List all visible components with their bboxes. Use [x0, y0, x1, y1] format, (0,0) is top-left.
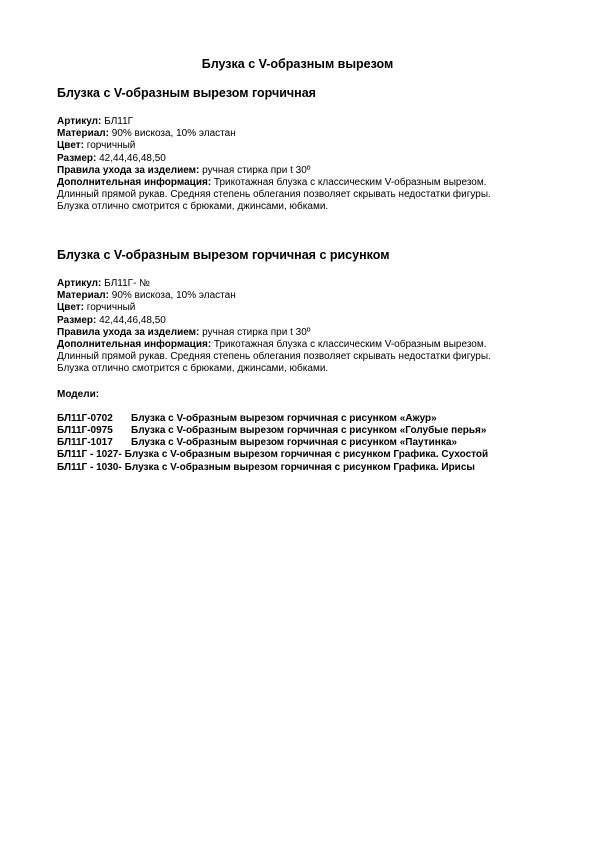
section-title: Блузка с V-образным вырезом горчичная [57, 86, 316, 100]
size-label: Размер: [57, 152, 97, 164]
model-separator: - [118, 461, 122, 473]
models-list [57, 413, 557, 474]
article-value: БЛ11Г- № [101, 278, 150, 289]
model-code: БЛ11Г - 1027 [57, 449, 119, 461]
color-line [57, 140, 557, 152]
model-row [57, 425, 557, 437]
section-title: Блузка с V-образным вырезом горчичная с рисунком [57, 248, 390, 262]
size-label: Размер: [57, 314, 97, 326]
model-row [57, 437, 557, 449]
model-name: Блузка с V-образным вырезом горчичная с рисунком «Ажур» [131, 412, 437, 424]
info-value: Трикотажная блузка с классическим V-образным вырезом. [211, 339, 487, 351]
article-value: БЛ11Г [101, 116, 134, 127]
size-line [57, 153, 557, 165]
color-label: Цвет: [57, 302, 84, 314]
model-code: БЛ11Г-0975 [57, 425, 113, 437]
size-value: 42,44,46,48,50 [96, 314, 166, 326]
product-properties [57, 116, 557, 214]
model-row [57, 462, 557, 474]
model-name: Блузка с V-образным вырезом горчичная с рисунком Графика. Сухостой [124, 449, 489, 461]
model-name: Блузка с V-образным вырезом горчичная с рисунком «Голубые перья» [131, 425, 487, 437]
size-value: 42,44,46,48,50 [96, 152, 166, 164]
models-heading: Модели: [57, 388, 100, 400]
article-label: Артикул: [57, 116, 102, 127]
article-line [57, 278, 557, 290]
info-continuation: Длинный прямой рукав. Средняя степень облегания позволяет скрывать недостатки фигуры. [57, 351, 491, 363]
model-row [57, 449, 557, 461]
color-value: горчичный [83, 302, 136, 314]
material-value: 90% вискоза, 10% эластан [108, 290, 236, 302]
color-line [57, 302, 557, 314]
material-line [57, 128, 557, 140]
document-title: Блузка с V-образным вырезом [201, 57, 394, 71]
info-line [57, 177, 557, 189]
article-label: Артикул: [57, 278, 102, 289]
care-label: Правила ухода за изделием: [57, 164, 200, 176]
model-code: БЛ11Г-1017 [57, 437, 113, 449]
article-line [57, 116, 557, 128]
material-label: Материал: [57, 290, 109, 302]
info-continuation: Блузка отлично смотрится с брюками, джинсами, юбками. [57, 201, 329, 213]
info-continuation: Длинный прямой рукав. Средняя степень облегания позволяет скрывать недостатки фигуры. [57, 189, 491, 201]
model-code: БЛ11Г - 1030 [57, 461, 119, 473]
material-label: Материал: [57, 128, 109, 140]
model-separator: - [118, 449, 122, 461]
care-label: Правила ухода за изделием: [57, 326, 200, 338]
product-section-plain [57, 86, 557, 214]
info-label: Дополнительная информация: [57, 177, 212, 189]
material-value: 90% вискоза, 10% эластан [108, 128, 236, 140]
model-row [57, 413, 557, 425]
product-properties [57, 278, 557, 376]
info-value: Трикотажная блузка с классическим V-образным вырезом. [211, 177, 487, 189]
size-line [57, 315, 557, 327]
care-value: ручная стирка при t 30º [199, 326, 311, 338]
product-section-printed [57, 248, 557, 474]
info-continuation: Блузка отлично смотрится с брюками, джинсами, юбками. [57, 363, 329, 375]
care-line [57, 165, 557, 177]
model-name: Блузка с V-образным вырезом горчичная с рисунком «Паутинка» [131, 437, 457, 449]
model-name: Блузка с V-образным вырезом горчичная с рисунком Графика. Ирисы [124, 461, 475, 473]
info-label: Дополнительная информация: [57, 339, 212, 351]
color-label: Цвет: [57, 140, 84, 152]
model-code: БЛ11Г-0702 [57, 412, 113, 424]
info-line [57, 339, 557, 351]
material-line [57, 290, 557, 302]
care-line [57, 327, 557, 339]
color-value: горчичный [83, 140, 136, 152]
care-value: ручная стирка при t 30º [199, 164, 311, 176]
